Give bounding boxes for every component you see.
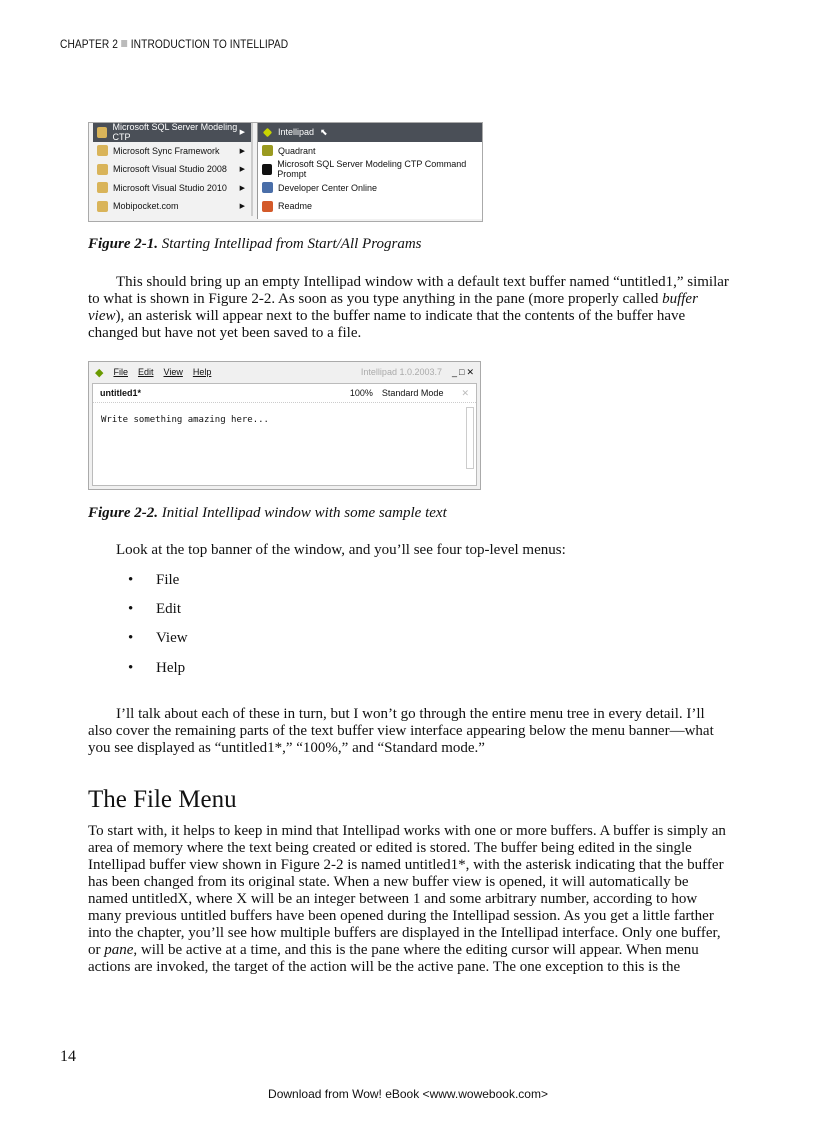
menu-item[interactable] [93,179,251,198]
figure-caption [88,505,447,522]
paragraph: Look at the top banner of the window, and you’ll see four top-level menus: [116,542,566,558]
menu-item[interactable] [93,142,251,161]
running-header [60,37,288,51]
menu-label: Developer Center Online [278,182,378,193]
intellipad-icon [263,128,272,137]
menu-item[interactable] [258,123,482,142]
menu-edit[interactable]: Edit [137,367,154,377]
chapter-title: INTRODUCTION TO INTELLIPAD [130,37,289,51]
window-title: Intellipad 1.0.2003.7 [360,367,442,377]
menu-label: Readme [278,201,313,212]
menu-item[interactable] [93,160,251,179]
figure-intellipad-window [88,361,481,490]
menu-item[interactable] [258,160,482,179]
buffer-header [93,384,476,403]
menu-item[interactable] [93,123,251,142]
minimize-icon[interactable]: _ [452,367,458,377]
folder-icon [97,201,108,212]
paragraph: To start with, it helps to keep in mind that Intellipad works with one or more buffers. A buffer is simply an area of memory where the text being created or edited is stored. The buffer being edited in the single Intellipad buffer view shown in Figure 2-2 is named untitled1*, with the asterisk indicating that the buffer has been changed from its original state. When a new buffer view is opened, it will automatically be named untitledX, where X will be an integer between 1 and some arbitrary number, according to how many previous untitled buffers have been opened during the Intellipad session. As you get a little farther into the chapter, you’ll see how multiple buffers are displayed in the Intellipad interface. Only one buffer, or pane, will be active at a time, and this is the pane where the editing cursor will appear. When menu actions are invoked, the target of the action will be the active pane. The one exception to this is the [88,823,726,975]
close-buffer-icon[interactable]: ✕ [461,387,469,398]
paragraph: I’ll talk about each of these in turn, but I won’t go through the entire menu tree in every detail. I’ll also cover the remaining parts of the text buffer view interface appearing below the menu banner—what you see displayed as “untitled1*,” “100%,” and “Standard mode.” [88,706,714,756]
separator-icon [121,40,127,47]
submenu-arrow-icon: ▶ [239,129,245,137]
caption-text: Starting Intellipad from Start/All Programs [161,236,422,252]
submenu-arrow-icon: ▶ [239,184,245,192]
list-item: • Edit [128,601,181,617]
chapter-label: CHAPTER 2 [60,37,119,51]
menu-view[interactable]: View [163,367,183,377]
zoom-level[interactable]: 100% [349,388,373,398]
menu-help[interactable]: Help [192,367,212,377]
menu-label: Microsoft SQL Server Modeling CTP [112,122,238,143]
figure-start-menu [88,122,483,222]
close-icon[interactable]: ✕ [466,366,474,377]
menu-item[interactable] [258,197,482,216]
paragraph: This should bring up an empty Intellipad window with a default text buffer named “untitled1,” similar to what is shown in Figure 2-2. As soon as you type anything in the pane (more properly called buffer view), an asterisk will appear next to the buffer name to indicate that the contents of the buffer have changed but have not yet been saved to a file. [88,274,729,341]
menu-item[interactable] [258,179,482,198]
scrollbar[interactable] [466,407,474,469]
menu-label: Intellipad [278,127,315,138]
folder-icon [97,145,108,156]
app-logo-icon: ◆ [95,366,104,379]
caption-text: Initial Intellipad window with some sample text [161,505,447,521]
submenu-arrow-icon: ▶ [239,147,245,155]
command-prompt-icon [262,164,272,175]
emphasis: pane [104,942,134,958]
figure-number: Figure 2-2. [88,505,159,521]
emphasis: buffer view [88,291,698,324]
menu-label: Microsoft Visual Studio 2010 [113,182,227,193]
menu-item[interactable] [258,142,482,161]
mode-label[interactable]: Standard Mode [381,388,444,398]
cursor-icon: ⬉ [320,126,328,137]
list-item: • View [128,630,188,646]
menu-label: Microsoft Visual Studio 2008 [113,164,227,175]
quadrant-icon [262,145,273,156]
list-item: • File [128,572,180,588]
figure-caption [88,236,422,253]
page-number: 14 [60,1048,76,1065]
list-item: • Help [128,660,186,676]
menu-label: Microsoft Sync Framework [113,145,220,156]
menu-label: Quadrant [278,145,316,156]
editor-content[interactable]: Write something amazing here... [101,415,269,425]
folder-icon [97,164,108,175]
folder-icon [97,182,108,193]
menu-item[interactable] [93,197,251,216]
maximize-icon[interactable]: □ [459,367,465,377]
menu-file[interactable]: File [113,367,128,377]
footer-watermark: Download from Wow! eBook <www.wowebook.com> [268,1087,548,1101]
document-icon [262,201,273,212]
web-page-icon [262,182,273,193]
figure-number: Figure 2-1. [88,236,159,252]
folder-icon [97,127,107,138]
section-heading: The File Menu [88,786,237,813]
submenu-arrow-icon: ▶ [239,203,245,211]
menu-label: Microsoft SQL Server Modeling CTP Command Prompt [277,159,467,180]
buffer-name: untitled1* [100,388,142,398]
menu-label: Mobipocket.com [113,201,179,212]
submenu-arrow-icon: ▶ [239,166,245,174]
title-bar [89,362,480,382]
